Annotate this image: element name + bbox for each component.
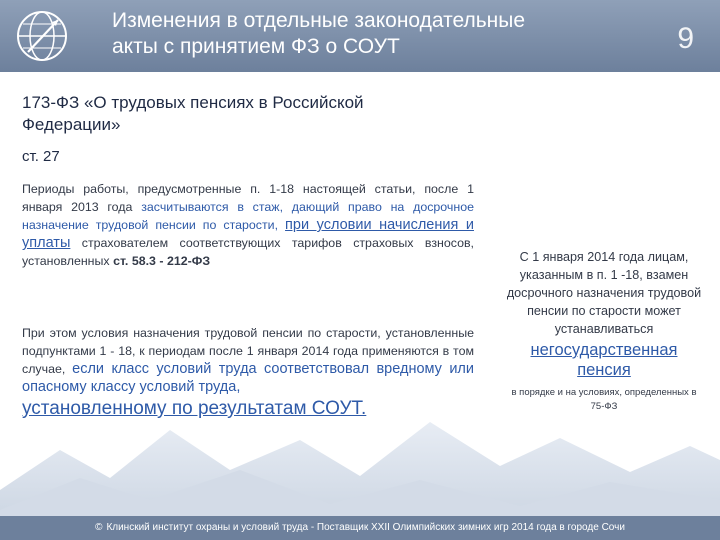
globe-logo-icon	[14, 8, 70, 64]
mountain-background	[0, 400, 720, 520]
copyright-icon: ©	[95, 522, 103, 533]
paragraph-conditions: При этом условия назначения трудовой пенсии по старости, установленные подпунктами 1 - 18, к периодам после 1 января 2014 года применяются в том случае, если класс условий труда соответствовал вредному или опасному классу условий труда, установленному по результатам СОУТ.	[22, 326, 474, 419]
condition-highlight: при условии начисления и уплаты	[22, 217, 474, 251]
footer-bar: © Клинский институт охраны и условий труда - Поставщик XXII Олимпийских зимних игр 2014 года в городе Сочи	[0, 516, 720, 540]
slide-number: 9	[677, 22, 694, 55]
paragraph-periods: Периоды работы, предусмотренные п. 1-18 настоящей статьи, после 1 января 2013 года засчитываются в стаж, дающий право на досрочное назначение трудовой пенсии по старости, при условии начисления и уплаты страхователем соответствующих тарифов страховых взносов, установленных ст. 58.3 - 212-ФЗ	[22, 182, 474, 268]
header-bar	[0, 0, 720, 72]
hazard-class-highlight: если класс условий труда соответствовал вредному или опасному классу условий труда,	[22, 361, 474, 395]
article-label: ст. 27	[22, 148, 60, 165]
side-note: С 1 января 2014 года лицам, указанным в п. 1 -18, взамен досрочного назначения трудовой пенсии по старости может устанавливаться негосударственная пенсия в порядке и на условиях, определенных в 75-ФЗ	[506, 250, 702, 412]
soyt-highlight: установленному по результатам СОУТ.	[22, 398, 367, 419]
law-title: 173-ФЗ «О трудовых пенсиях в Российской Федерации»	[22, 93, 364, 134]
slide-title: Изменения в отдельные законодательные акты с принятием ФЗ о СОУТ	[112, 9, 526, 58]
nonstate-pension-highlight: негосударственная пенсия	[530, 341, 678, 379]
